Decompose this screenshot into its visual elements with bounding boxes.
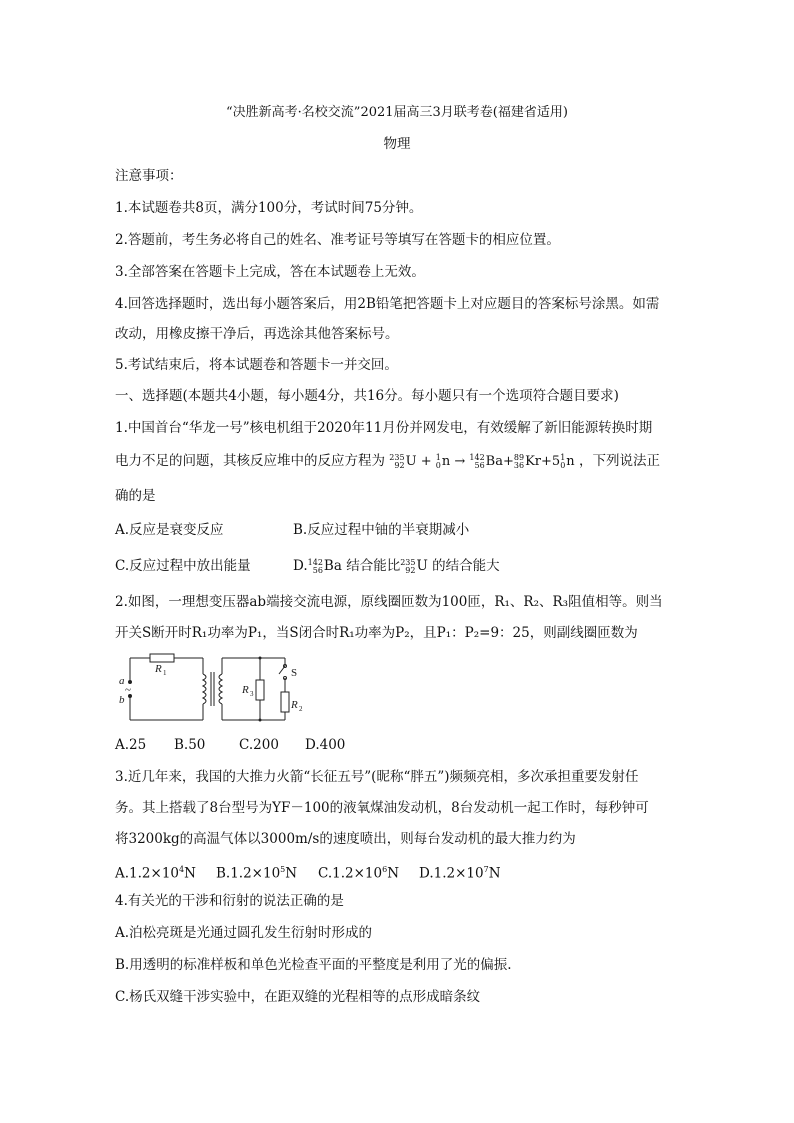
r1-subscript: 1 [163, 669, 167, 677]
transformer-circuit-diagram [115, 648, 315, 728]
q3-line3: 将3200kg的高温气体以3000m/s的速度喷出，则每台发动机的最大推力约为 [115, 831, 576, 847]
notes-heading: 注意事项： [115, 168, 183, 184]
note-item: 改动，用橡皮擦干净后，再选涂其他答案标号。 [115, 326, 399, 342]
switch-label: S [291, 667, 298, 679]
q1-line2-suffix: ，下列说法正 [578, 453, 660, 469]
option-exponent: 7 [483, 865, 489, 874]
exam-title: “决胜新高考·名校交流”2021届高三3月联考卷(福建省适用) [226, 105, 568, 120]
q4-option-b: B.用透明的标准样板和单色光检查平面的平整度是利用了光的偏振. [115, 957, 512, 973]
n-symbol: n [441, 454, 451, 469]
q2-option-a: A.25 [115, 737, 147, 753]
q1-line1: 1.中国首台“华龙一号”核电机组于2020年11月份并网发电，有效缓解了新旧能源转换时期 [115, 420, 653, 436]
option-d-suffix: 的结合能大 [427, 558, 500, 574]
q2-option-c: C.200 [239, 737, 279, 753]
r3-label: R [242, 684, 249, 696]
note-item: 2.答题前，考生务必将自己的姓名、准考证号等填写在答题卡的相应位置。 [115, 232, 560, 248]
kr-mass: 89 [513, 452, 525, 462]
note-item: 3.全部答案在答题卡上完成，答在本试题卷上无效。 [115, 264, 425, 280]
ba-mass: 142 [469, 452, 485, 462]
r2-label: R [291, 699, 298, 711]
n2-z: 0 [560, 460, 566, 470]
r3-subscript: 3 [250, 690, 254, 698]
note-item: 4.回答选择题时，选出每小题答案后，用2B铅笔把答题卡上对应题目的答案标号涂黑。如需 [115, 296, 660, 312]
n-mass: 1 [435, 452, 441, 462]
d-u-z: 92 [405, 565, 416, 575]
terminal-b-label: b [119, 694, 125, 706]
option-base: D.1.2×10 [419, 865, 484, 882]
q3-line1: 3.近几年来，我国的大推力火箭“长征五号”(昵称“胖五”)频频亮相，多次承担重要发射任 [115, 769, 639, 785]
plus-sign: +5 [541, 454, 561, 469]
q3-line2: 务。其上搭载了8台型号为YF－100的液氧煤油发动机，8台发动机一起工作时，每秒钟可 [115, 800, 649, 816]
d-ba-z: 56 [312, 565, 323, 575]
d-ba-mass: 142 [307, 557, 323, 567]
option-base: C.1.2×10 [318, 865, 383, 882]
u-mass: 235 [389, 452, 405, 462]
option-d-mid: 结合能比 [341, 558, 401, 574]
ac-source-symbol: ~ [125, 684, 131, 696]
plus-sign: + [420, 454, 432, 469]
d-u-mass: 235 [400, 557, 416, 567]
option-unit: N [387, 865, 400, 882]
option-base: A.1.2×10 [115, 865, 179, 882]
kr-symbol: Kr [525, 454, 542, 469]
subject-title: 物理 [383, 136, 411, 152]
option-base: B.1.2×10 [216, 865, 281, 882]
u-z: 92 [394, 460, 405, 470]
q1-line2-prefix: 电力不足的问题，其核反应堆中的反应方程为 [115, 453, 385, 469]
r2-subscript: 2 [299, 705, 303, 713]
q1-line2 [115, 451, 660, 472]
plus-sign: + [502, 454, 514, 469]
section-heading: 一、选择题(本题共4小题，每小题4分，共16分。每小题只有一个选项符合题目要求) [115, 388, 619, 404]
option-d-prefix: D. [293, 558, 308, 574]
terminal-a-label: a [119, 675, 125, 687]
note-item: 1.本试题卷共8页，满分100分，考试时间75分钟。 [115, 200, 423, 216]
q2-option-d: D.400 [305, 737, 346, 753]
ba-symbol: Ba [485, 454, 503, 469]
q4-option-c: C.杨氏双缝干涉实验中，在距双缝的光程相等的点形成暗条纹 [115, 989, 481, 1005]
option-unit: N [285, 865, 298, 882]
q3-option-b [216, 860, 297, 884]
q4-line1: 4.有关光的干涉和衍射的说法正确的是 [115, 893, 344, 909]
q4-option-a: A.泊松亮斑是光通过圆孔发生衍射时形成的 [115, 925, 373, 941]
option-exponent: 6 [382, 865, 388, 874]
arrow: → [454, 454, 466, 469]
u-symbol: U [405, 454, 417, 469]
option-exponent: 4 [179, 865, 185, 874]
n2-mass: 1 [560, 452, 566, 462]
note-item: 5.考试结束后，将本试题卷和答题卡一并交回。 [115, 357, 398, 373]
q1-option-b: B.反应过程中铀的半衰期减小 [293, 522, 470, 538]
n-z: 0 [435, 460, 441, 470]
q1-option-d [293, 556, 500, 576]
q1-option-a: A.反应是衰变反应 [115, 522, 224, 538]
q1-equation [389, 452, 574, 472]
q1-line3: 确的是 [115, 488, 156, 504]
q3-option-a [115, 860, 196, 884]
q2-line2: 开关S断开时R₁功率为P₁，当S闭合时R₁功率为P₂，且P₁：P₂=9：25，则副线圈匝数为 [115, 625, 638, 641]
q3-option-d [419, 860, 501, 884]
kr-z: 36 [513, 460, 525, 470]
q2-option-b: B.50 [174, 737, 206, 753]
q1-option-c: C.反应过程中放出能量 [115, 558, 251, 574]
d-ba-symbol: Ba [323, 558, 342, 574]
r1-label: R [155, 663, 162, 675]
q3-option-c [318, 860, 399, 884]
q2-line1: 2.如图，一理想变压器ab端接交流电源，原线圈匝数为100匝，R₁、R₂、R₃阻值相等。则当 [115, 594, 663, 610]
option-exponent: 5 [280, 865, 286, 874]
n2-symbol: n [566, 454, 575, 469]
option-unit: N [488, 865, 501, 882]
ba-z: 56 [474, 460, 485, 470]
option-unit: N [184, 865, 196, 882]
d-u-symbol: U [416, 558, 428, 574]
